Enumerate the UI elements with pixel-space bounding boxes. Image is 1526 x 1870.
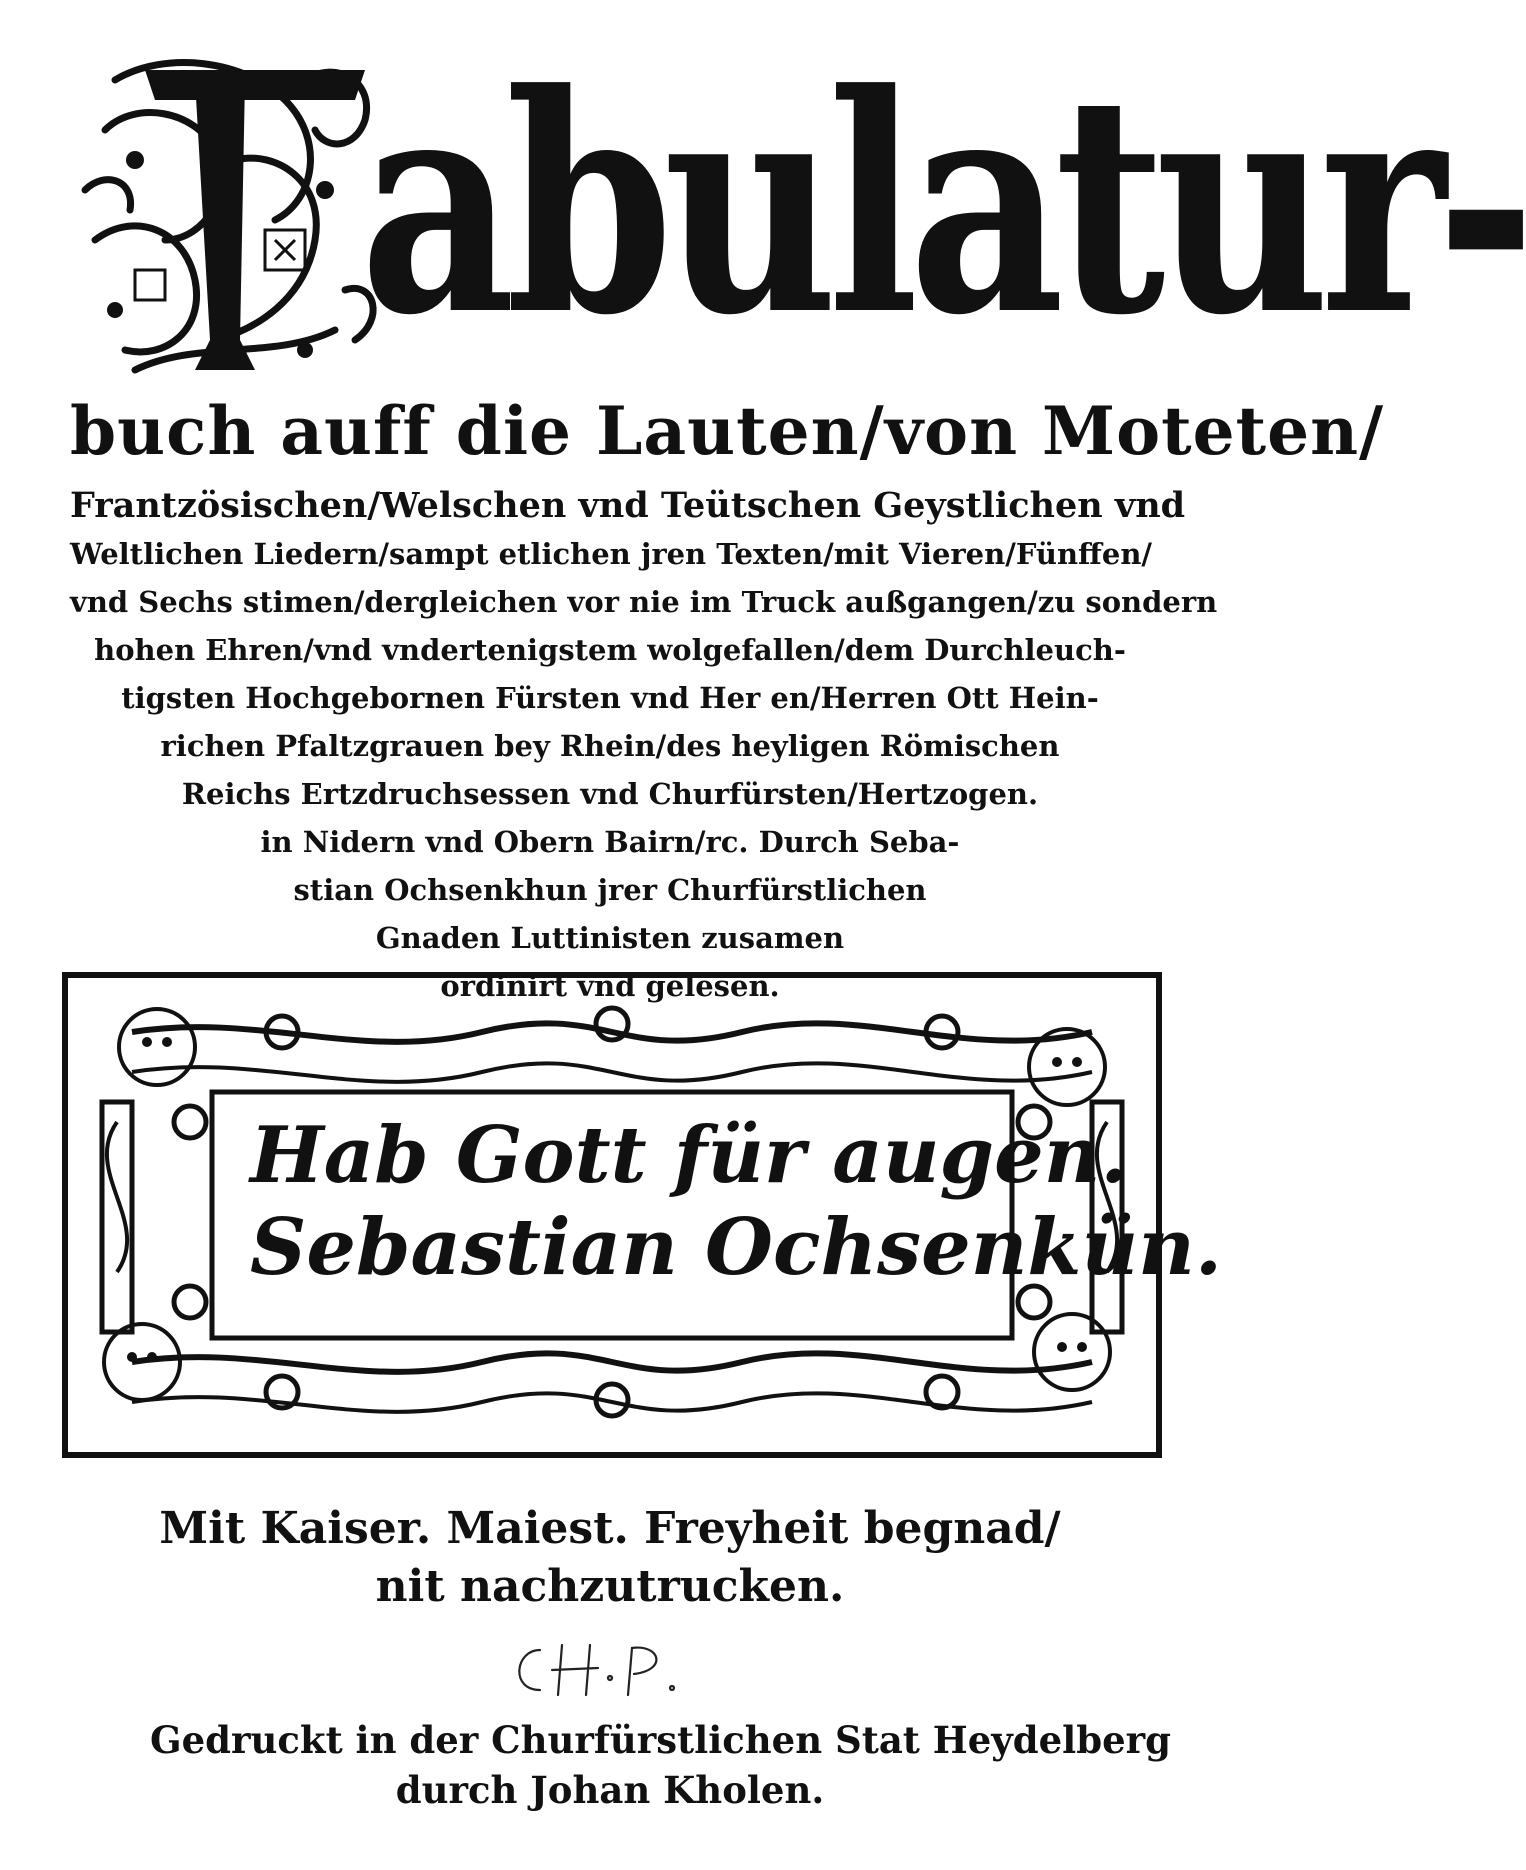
printer-imprint (150, 1715, 1172, 1815)
motto-line: Hab Gott für augen. (250, 1110, 1128, 1201)
body-line: stian Ochsenkhun jrer Churfürstlichen (293, 873, 927, 907)
body-line: richen Pfaltzgrauen bey Rhein/des heyligen Römischen (160, 729, 1060, 763)
body-line: hohen Ehren/vnd vndertenigstem wolgefallen/dem Durchleuch- (94, 633, 1126, 667)
privilege-line: nit nachzutrucken. (375, 1561, 845, 1612)
imprint-line: Gedruckt in der Churfürstlichen Stat Heydelberg (150, 1718, 1172, 1762)
body-line: vnd Sechs stimen/dergleichen vor nie im Truck außgangen/zu sondern (70, 585, 1218, 619)
body-line: in Nidern vnd Obern Bairn/rc. Durch Seba- (260, 825, 960, 859)
decorated-initial-t (75, 40, 395, 400)
imprint-line: durch Johan Kholen. (395, 1768, 825, 1812)
body-line: Reichs Ertzdruchsessen vnd Churfürsten/Hertzogen. (181, 777, 1039, 811)
body-line: Gnaden Luttinisten zusamen (375, 921, 845, 955)
privilege-line: Mit Kaiser. Maiest. Freyheit begnad/ (159, 1503, 1061, 1554)
handwritten-signature (500, 1630, 700, 1710)
title-word: abulatur- (360, 28, 1526, 382)
motto-author: Sebastian Ochsenkün. (250, 1202, 1223, 1293)
body-line: ordinirt vnd gelesen. (440, 969, 780, 1003)
body-line: Weltlichen Liedern/sampt etlichen jren Texten/mit Vieren/Fünffen/ (70, 537, 1152, 571)
body-line: Frantzösischen/Welschen vnd Teütschen Geystlichen vnd (70, 485, 1186, 526)
title-body-text (70, 482, 1218, 1010)
title-line: buch auff die Lauten/von Moteten/ (70, 392, 1385, 470)
body-line: tigsten Hochgebornen Fürsten vnd Her en/Herren Ott Hein- (121, 681, 1099, 715)
motto-block (250, 1110, 1223, 1294)
privilege-notice (150, 1500, 1070, 1616)
